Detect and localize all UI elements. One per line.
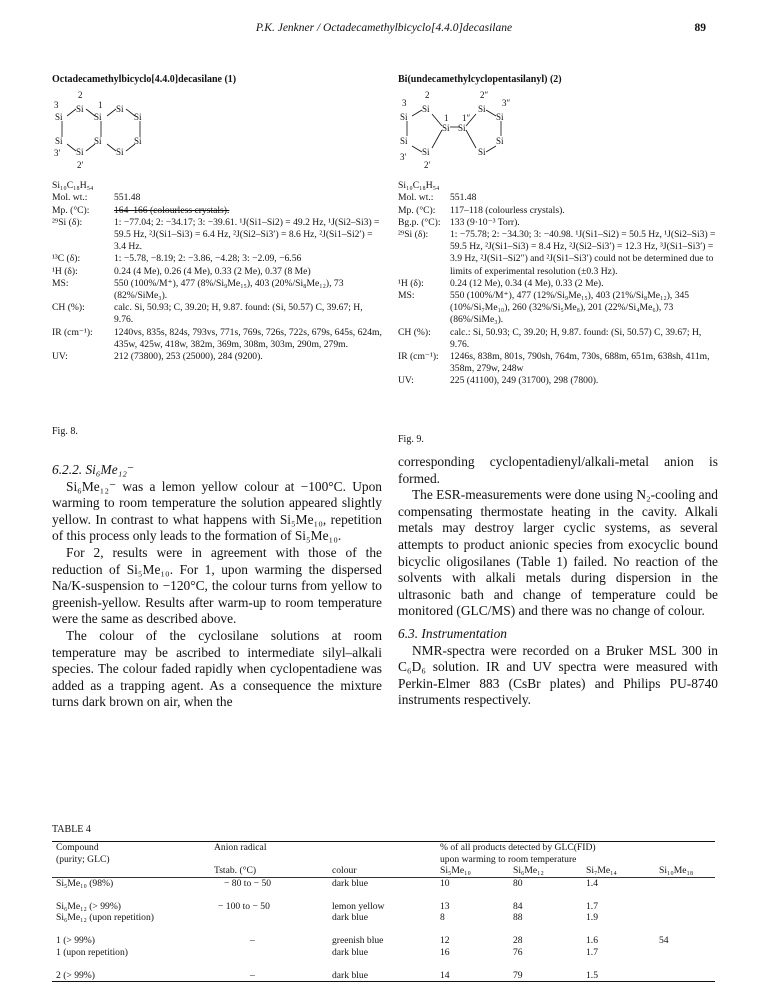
- table-row: 1 (upon repetition) dark blue 16 76 1.7: [56, 946, 598, 958]
- section-heading-instrumentation: 6.3. Instrumentation: [398, 625, 507, 641]
- svg-text:3″: 3″: [502, 98, 511, 109]
- paragraph: NMR-spectra were recorded on a Bruker MSL 300 in C₆D₆ solution. IR and UV spectra were measured with Perkin-Elmer 883 (CsBr plates) and Philips PU-8740 instruments respectively.: [398, 642, 718, 708]
- table4: [52, 841, 715, 982]
- fig9-row: CH (%): calc.: Si, 50.93; C, 39.20; H, 9.87. found: (Si, 50.57) C, 39.67; H, 9.76.: [398, 326, 702, 350]
- table-row: 2 (> 99%) – dark blue 14 79 1.5: [52, 970, 715, 982]
- svg-text:3′: 3′: [54, 148, 61, 159]
- th-anion: Anion radical: [214, 842, 267, 853]
- svg-text:2: 2: [425, 90, 430, 101]
- table-row: Si₆Me₁₂ (> 99%) − 100 to − 50 lemon yellow 13 84 1.7: [56, 900, 598, 912]
- paragraph: corresponding cyclopentadienyl/alkali-metal anion is formed.: [398, 454, 718, 486]
- fig9-caption: Fig. 9.: [398, 434, 424, 445]
- paragraph: The ESR-measurements were done using N₂-cooling and compensating thermostate heating in the cavity. Alkali metals may destroy larger cyclic systems, as several attempts to product anionic species from exocyclic bound bicyclic oligosilanes (Table 1) failed. No reaction of the solvents with alkali metals during dispersion in the ultrasonic bath and change of temperature could be monitored (GLC/MS) and there was no change of colour.: [398, 487, 718, 619]
- th-c4: Si₁₀Me₁₈: [659, 865, 694, 876]
- paragraph: For 2, results were in agreement with those of the reduction of Si₅Me₁₀. For 1, upon warming the dispersed Na/K-suspension to −120°C, the colour turns from yellow to greenish-yellow. Results after warm-up to room temperature were the same as described above.: [52, 544, 382, 627]
- running-header: [0, 22, 768, 42]
- fig8-row: ¹H (δ): 0.24 (4 Me), 0.26 (4 Me), 0.33 (2 Me), 0.37 (8 Me): [52, 265, 311, 277]
- svg-text:Si: Si: [422, 104, 430, 115]
- fig9-row: ²⁹Si (δ): 1: −75.78; 2: −34.30; 3: −40.98. ¹J(Si1–Si2) = 50.5 Hz, ¹J(Si2–Si3) = 59.5 Hz, ²J(Si1–Si3) = 8.4 Hz, ²J(Si2–Si3′) = 12.3 Hz, ³J(Si1–Si3′) = 3.9 Hz, ²J(Si1–Si2″) and ²J(Si1–Si3′) could not be determined due to limits of experimental resolution (±0.3 Hz).: [398, 229, 716, 277]
- fig8-row: ²⁹Si (δ): 1: −77.04; 2: −34.17; 3: −39.61. ¹J(Si1–Si2) = 49.2 Hz, ¹J(Si2–Si3) = 59.5 Hz, ²J(Si1–Si3) = 6.4 Hz, ²J(Si2–Si3′) = 8.6 Hz, ²J(Si1–Si2′) = 3.4 Hz.: [52, 216, 380, 253]
- fig9-row: Bg.p. (°C): 133 (9·10⁻³ Torr).: [398, 216, 520, 228]
- svg-text:Si: Si: [116, 104, 124, 115]
- paragraph: Si₆Me₁₂⁻ was a lemon yellow colour at −100°C. Upon warming to room temperature the solution appeared slightly yellow. In contrast to what happens with Si₅Me₁₀, repetition of this process only leads to the formation of Si₅Me₁₀.: [52, 478, 382, 544]
- fig9-structure: [398, 88, 548, 180]
- th-purity: (purity; GLC): [56, 853, 110, 865]
- svg-text:Si: Si: [76, 147, 84, 158]
- svg-text:Si: Si: [94, 136, 102, 147]
- paragraph: The colour of the cyclosilane solutions at room temperature may be ascribed to intermediate silyl–alkali species. The colour faded rapidly when cyclopentadiene was added as a trapping agent. As a consequence the mixture turns dark brown on air, when the: [52, 627, 382, 710]
- svg-text:Si: Si: [55, 112, 63, 123]
- right-body-column: [398, 454, 718, 709]
- fig8-row: Mol. wt.: 551.48: [52, 192, 141, 204]
- th-c1: Si₅Me₁₀: [440, 865, 471, 876]
- left-body-column: [52, 462, 382, 711]
- fig8-block: [52, 74, 382, 363]
- section-heading-si6me12: 6.2.2. Si₆Me₁₂⁻: [52, 462, 135, 477]
- table-row: Si₆Me₁₂ (upon repetition) dark blue 8 88 1.9: [56, 912, 598, 923]
- svg-text:2″: 2″: [480, 90, 489, 101]
- svg-text:Si: Si: [134, 112, 142, 123]
- svg-text:Si: Si: [94, 112, 102, 123]
- svg-text:2′: 2′: [424, 160, 431, 171]
- svg-text:2: 2: [78, 90, 83, 101]
- fig8-formula: Si₁₀C₁₈H₅₄: [52, 180, 94, 192]
- fig9-row: Mp. (°C): 117–118 (colourless crystals).: [398, 204, 565, 216]
- svg-text:3: 3: [54, 100, 59, 111]
- fig9-block: [398, 74, 718, 388]
- fig9-row: IR (cm⁻¹): 1246s, 838m, 801s, 790sh, 764m, 730s, 688m, 651m, 638sh, 411m, 358m, 279w, 248w: [398, 351, 710, 375]
- th-pct: % of all products detected by GLC(FID): [440, 842, 596, 853]
- svg-text:3: 3: [402, 98, 407, 109]
- svg-text:Si: Si: [442, 123, 450, 134]
- table-row: 1 (> 99%) – greenish blue 12 28 1.6 54: [56, 935, 669, 946]
- svg-text:2′: 2′: [77, 160, 84, 171]
- svg-text:Si: Si: [400, 112, 408, 123]
- th-compound: Compound: [56, 842, 99, 853]
- fig8-title: Octadecamethylbicyclo[4.4.0]decasilane (1): [52, 74, 237, 85]
- fig8-row: CH (%): calc. Si, 50.93; C, 39.20; H, 9.87. found: (Si, 50.57) C, 39.67; H, 9.76.: [52, 302, 363, 326]
- svg-text:1: 1: [444, 113, 449, 124]
- fig9-row: UV: 225 (41100), 249 (31700), 298 (7800).: [398, 375, 599, 387]
- svg-text:1: 1: [98, 100, 103, 111]
- fig8-row: MS: 550 (100%/M⁺), 477 (8%/Si₉Me₁₅), 403 (20%/Si₈Me₁₂), 73 (82%/SiMe₃).: [52, 277, 344, 302]
- svg-text:Si: Si: [134, 136, 142, 147]
- fig9-title: Bi(undecamethylcyclopentasilanyl) (2): [398, 74, 562, 85]
- th-c2: Si₆Me₁₂: [513, 865, 544, 876]
- svg-text:Si: Si: [478, 147, 486, 158]
- fig8-row: ¹³C (δ): 1: −5.78, −8.19; 2: −3.86, −4.28; 3: −2.09, −6.56: [52, 253, 302, 265]
- th-c3: Si₇Me₁₄: [586, 865, 617, 876]
- svg-text:Si: Si: [55, 136, 63, 147]
- fig8-row: IR (cm⁻¹): 1240vs, 835s, 824s, 793vs, 771s, 769s, 726s, 722s, 679s, 645s, 624m, 435w, 425w, 418w, 382m, 369m, 308m, 303m, 290m, 279m.: [52, 326, 382, 350]
- fig8-caption: Fig. 8.: [52, 426, 78, 437]
- fig8-row: Mp. (°C): 164–166 (colourless crystals).: [52, 204, 230, 216]
- svg-text:Si: Si: [478, 104, 486, 115]
- table-row: Si₅Me₁₀ (98%) − 80 to − 50 dark blue 10 80 1.4: [56, 877, 598, 889]
- svg-text:Si: Si: [496, 136, 504, 147]
- fig9-formula: Si₁₀C₁₈H₅₄: [398, 180, 440, 192]
- svg-text:Si: Si: [458, 123, 466, 134]
- fig8-row: UV: 212 (73800), 253 (25000), 284 (9200).: [52, 351, 263, 363]
- table4-label: TABLE 4: [52, 824, 91, 835]
- svg-text:Si: Si: [496, 112, 504, 123]
- svg-text:Si: Si: [76, 104, 84, 115]
- svg-text:Si: Si: [422, 147, 430, 158]
- running-title: P.K. Jenkner / Octadecamethylbicyclo[4.4.0]decasilane: [255, 22, 513, 34]
- svg-text:Si: Si: [116, 147, 124, 158]
- svg-text:Si: Si: [400, 136, 408, 147]
- th-colour: colour: [332, 865, 357, 876]
- fig9-row: MS: 550 (100%/M⁺), 477 (12%/Si₉Me₁₅), 403 (21%/Si₈Me₁₂), 345 (10%/Si₇Me₁₀), 260 (32%/Si₅Me₈), 201 (22%/Si₄Me₆), 73 (86%/SiMe₃).: [398, 290, 690, 326]
- th-tstab: Tstab. (°C): [214, 865, 257, 876]
- th-upon: upon warming to room temperature: [440, 853, 577, 865]
- fig8-structure: [52, 88, 202, 180]
- svg-text:3′: 3′: [400, 152, 407, 163]
- fig9-row: ¹H (δ): 0.24 (12 Me), 0.34 (4 Me), 0.33 (2 Me).: [398, 277, 604, 289]
- page-number: 89: [694, 22, 706, 34]
- fig9-row: Mol. wt.: 551.48: [398, 192, 477, 204]
- svg-text:1″: 1″: [462, 113, 471, 124]
